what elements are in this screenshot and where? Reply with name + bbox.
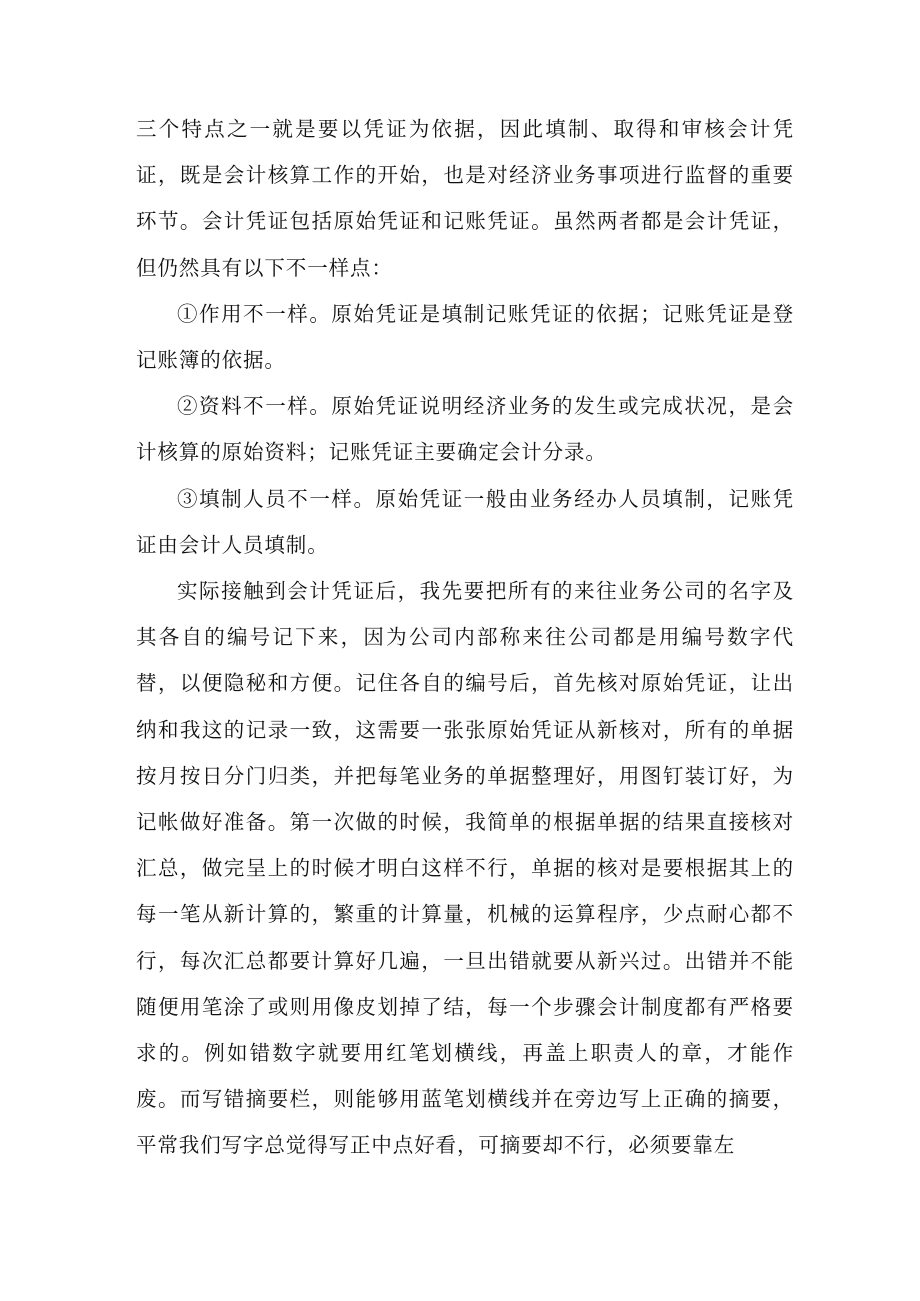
document-page	[136, 106, 794, 1169]
paragraph-point-1: ①作用不一样。原始凭证是填制记账凭证的依据；记账凭证是登记账簿的依据。	[136, 301, 794, 373]
paragraph-point-2: ②资料不一样。原始凭证说明经济业务的发生或完成状况，是会计核算的原始资料；记账凭证主要确定会计分录。	[136, 394, 794, 465]
paragraph-intro: 三个特点之一就是要以凭证为依据，因此填制、取得和审核会计凭证，既是会计核算工作的开始，也是对经济业务事项进行监督的重要环节。会计凭证包括原始凭证和记账凭证。虽然两者都是会计凭证，但仍然具有以下不一样点：	[136, 117, 794, 280]
paragraph-experience: 实际接触到会计凭证后，我先要把所有的来往业务公司的名字及其各自的编号记下来，因为公司内部称来往公司都是用编号数字代替，以便隐秘和方便。记住各自的编号后，首先核对原始凭证，让出纳和我这的记录一致，这需要一张张原始凭证从新核对，所有的单据按月按日分门归类，并把每笔业务的单据整理好，用图钉装订好，为记帐做好准备。第一次做的时候，我简单的根据单据的结果直接核对汇总，做完呈上的时候才明白这样不行，单据的核对是要根据其上的每一笔从新计算的，繁重的计算量，机械的运算程序，少点耐心都不行，每次汇总都要计算好几遍，一旦出错就要从新兴过。出错并不能随便用笔涂了或则用像皮划掉了结，每一个步骤会计制度都有严格要求的。例如错数字就要用红笔划横线，再盖上职责人的章，才能作废。而写错摘要栏，则能够用蓝笔划横线并在旁边写上正确的摘要，平常我们写字总觉得写正中点好看，可摘要却不行，必须要靠左	[136, 579, 794, 1158]
paragraph-point-3: ③填制人员不一样。原始凭证一般由业务经办人员填制，记账凭证由会计人员填制。	[136, 486, 794, 557]
